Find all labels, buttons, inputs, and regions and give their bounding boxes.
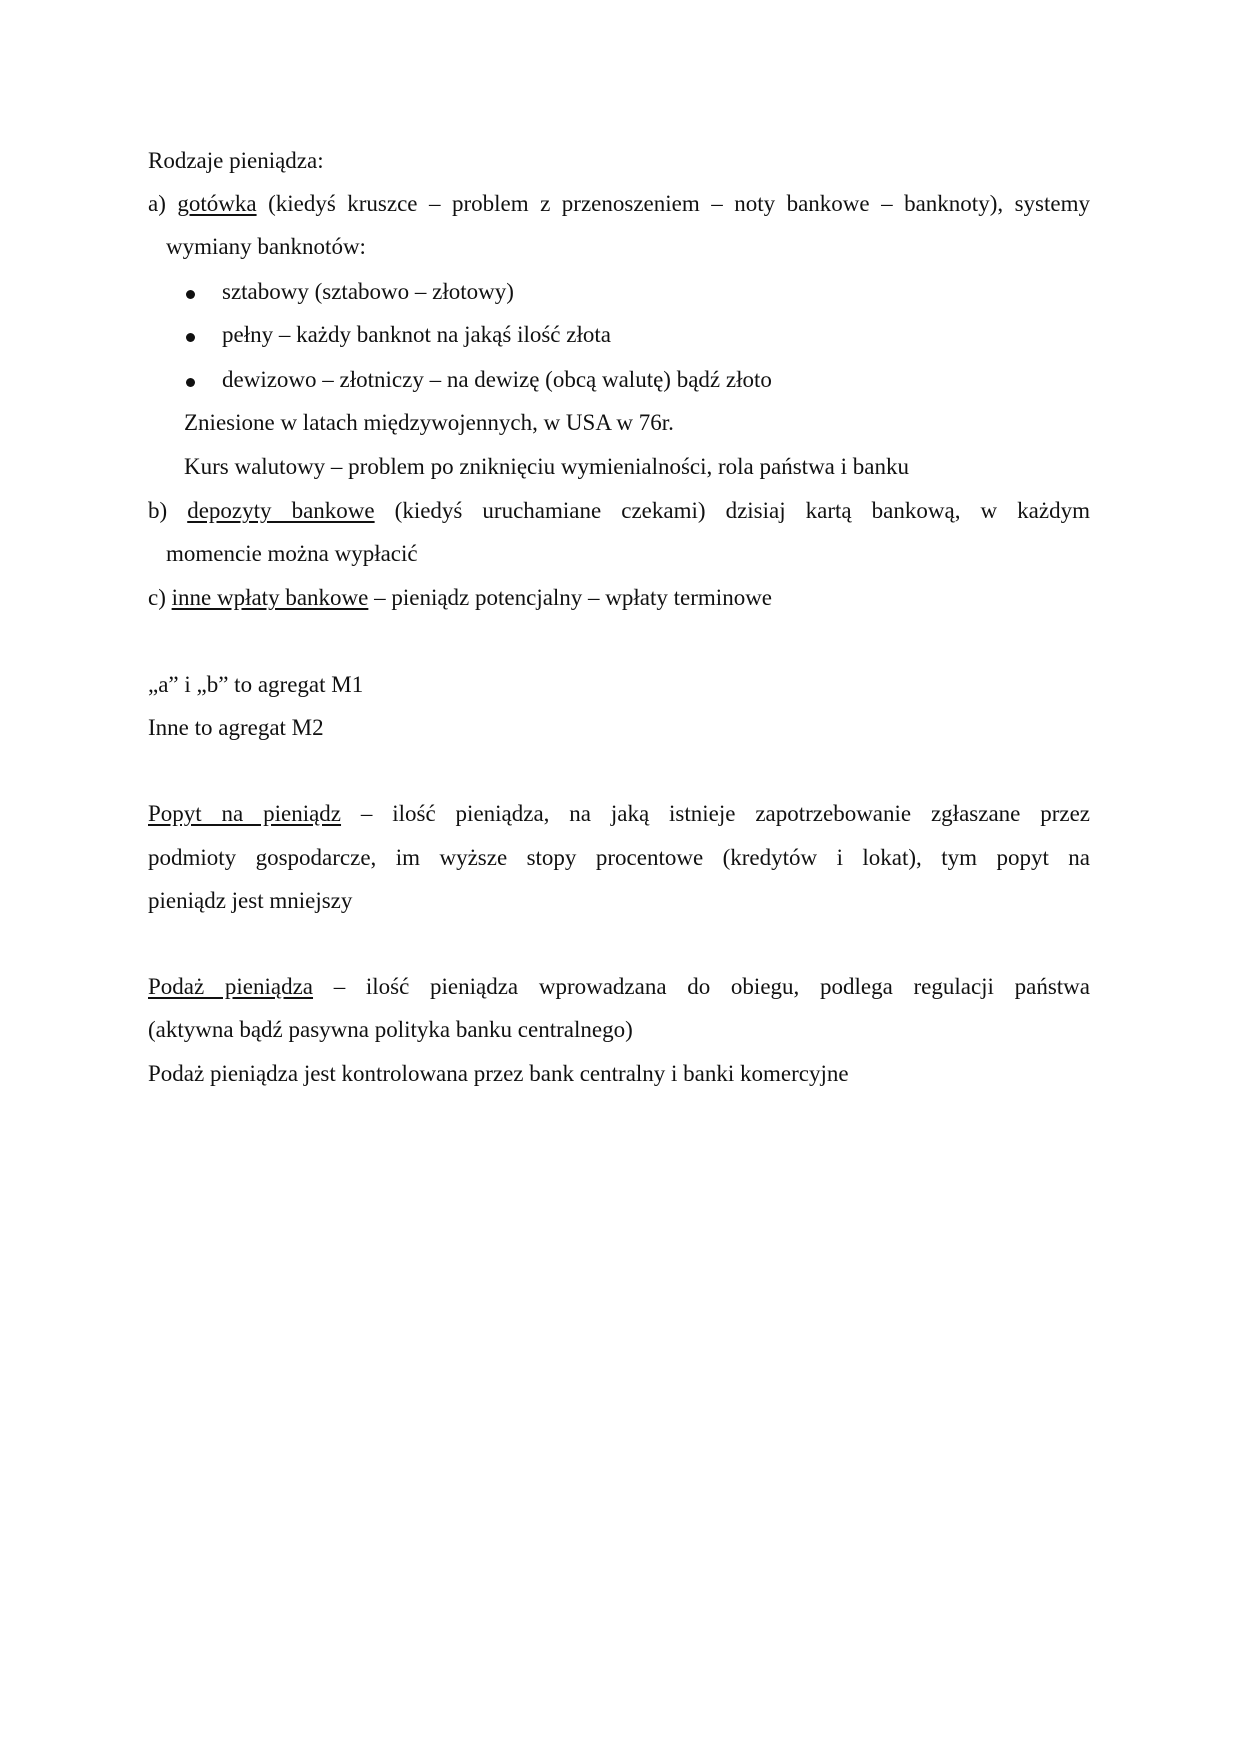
item-b-line-2: momencie można wypłacić	[166, 541, 418, 566]
item-b-term: depozyty bankowe	[187, 498, 375, 523]
bullet-dot-1	[186, 290, 195, 299]
supply-text-1: – ilość pieniądza wprowadzana do obiegu, podlega regulacji państwa	[313, 974, 1090, 999]
aggregate-m2: Inne to agregat M2	[148, 715, 324, 740]
bullet-item-3: dewizowo – złotniczy – na dewizę (obcą walutę) bądź złoto	[222, 367, 772, 392]
item-b-text-1: (kiedyś uruchamiane czekami) dzisiaj kartą bankową, w każdym	[374, 498, 1090, 523]
item-b-prefix: b)	[148, 498, 188, 523]
supply-line-2: (aktywna bądź pasywna polityka banku centralnego)	[148, 1017, 633, 1042]
item-c-text: – pieniądz potencjalny – wpłaty terminowe	[368, 585, 773, 610]
supply-term: Podaż pieniądza	[148, 974, 314, 999]
item-a-line-2: wymiany banknotów:	[166, 234, 366, 259]
supply-line-1	[148, 972, 1090, 1002]
title: Rodzaje pieniądza:	[148, 148, 324, 173]
demand-line-1	[148, 799, 1090, 829]
item-c-line	[148, 583, 772, 613]
aggregate-m1: „a” i „b” to agregat M1	[148, 672, 364, 697]
bullet-dot-2	[186, 333, 195, 342]
item-a-note-1: Zniesione w latach międzywojennych, w USA w 76r.	[184, 410, 674, 435]
item-b-line-1	[148, 496, 1090, 526]
bullet-item-2: pełny – każdy banknot na jakąś ilość złota	[222, 322, 611, 347]
item-a-text-1: (kiedyś kruszce – problem z przenoszeniem – noty bankowe – banknoty), systemy	[256, 191, 1090, 216]
demand-text-1: – ilość pieniądza, na jaką istnieje zapotrzebowanie zgłaszane przez	[341, 801, 1091, 826]
item-c-prefix: c)	[148, 585, 172, 610]
demand-term: Popyt na pieniądz	[148, 801, 342, 826]
item-a-note-2: Kurs walutowy – problem po zniknięciu wymienialności, rola państwa i banku	[184, 454, 909, 479]
demand-line-3: pieniądz jest mniejszy	[148, 888, 353, 913]
bullet-item-1: sztabowy (sztabowo – złotowy)	[222, 279, 514, 304]
item-a-term: gotówka	[177, 191, 257, 216]
item-c-term: inne wpłaty bankowe	[171, 585, 369, 610]
item-a-prefix: a)	[148, 191, 178, 216]
demand-line-2: podmioty gospodarcze, im wyższe stopy procentowe (kredytów i lokat), tym popyt na	[148, 845, 1090, 870]
bullet-dot-3	[186, 378, 195, 387]
item-a-line-1	[148, 189, 1090, 219]
supply-line-3: Podaż pieniądza jest kontrolowana przez bank centralny i banki komercyjne	[148, 1061, 849, 1086]
